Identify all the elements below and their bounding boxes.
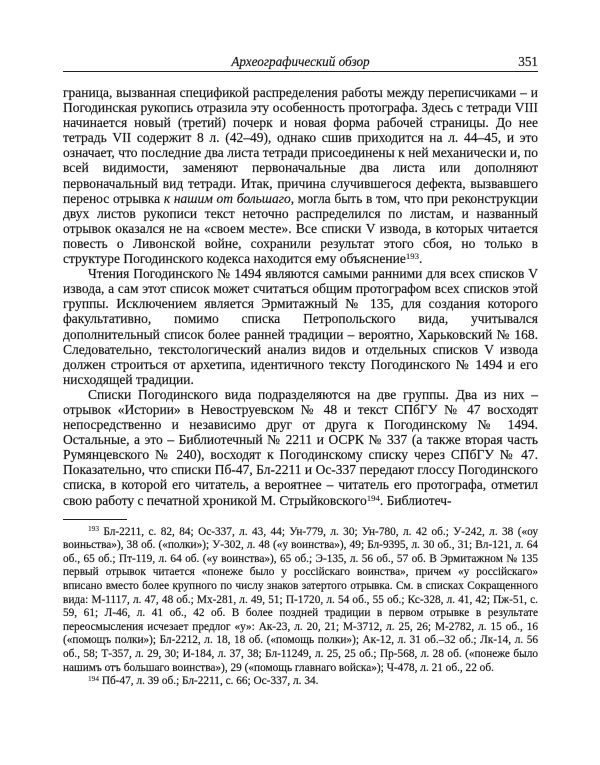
running-title: Археографический обзор [231, 54, 370, 69]
footnote [63, 526, 538, 676]
footnotes-section [63, 519, 538, 689]
page-header [63, 0, 538, 69]
text-run: граница, вызванная спецификой распределения работы между переписчиками – и Погодинская рукопись отразила эту особенность протографа. Здесь с тетради VIII начинается новый (третий) почерк и новая форма рабочей страницы. До нее тетрадь VII содержит 8 л. (42–49), однако сшив приходится на л. 44–45, и это означает, что последние два листа тетради присоединены к ней механически и, по всей видимости, заменяют первоначальные два листа или дополняют первоначальный вид тетради. Итак, причина случившегося дефекта, вызвавшего перенос отрывка [63, 85, 538, 206]
document-page [63, 0, 538, 689]
footnote-list [63, 526, 538, 689]
page-number: 351 [518, 54, 538, 69]
text-run: Чтения Погодинского № 1494 являются самыми ранними для всех списков V извода, а сам этот список может считаться общим протографом всех списков этой группы. Исключением является Эрмитажный № 135, для создания которого факультативно, помимо списка Петропольского вида, учитывался дополнительный список более ранней традиции – вероятно, Харьковский № 168. Следовательно, текстологический анализ видов и отдельных списков V извода должен строиться от архетипа, идентичного тексту Погодинского № 1494 и его нисходящей традиции. [63, 266, 538, 387]
text-run: , могла быть в том, что при реконструкции двух листов рукописи текст неточно распределился по листам, и названный отрывок оказался не на «своем месте». Все списки V извода, в которых читается повесть о Ливонской войне, сохранили результат этого сбоя, но только в структуре Погодинского кодекса находится ему объяснение [63, 190, 538, 267]
text-run: к нашим от большаго [163, 190, 291, 206]
footnote-separator [63, 519, 127, 520]
paragraph [63, 387, 538, 508]
paragraph [63, 85, 538, 266]
text-run: Бл-2211, с. 82, 84; Ос-337, л. 43, 44; Ун-779, л. 30; Ун-780, л. 42 об.; У-242, л. 38 («оу воиньства»), 38 об. («полки»); У-302, л. 48 («у воинства»), 49; Бл-9395, л. 30 об., 31; Вл-121, л. 64 об., 65 об.; Пт-119, л. 64 об. («у воинства»), 65 об.; Э-135, л. 56 об., 57 об. В Эрмитажном № 135 первый отрывок читается «понеже было у россійскаго воинства», причем «у россійскаго» вписано вместо более крупного по числу знаков затертого отрывка. См. в списках Сокращенного вида: М-1117, л. 47, 48 об.; Мх-281, л. 49, 51; П-1720, л. 54 об., 55 об.; Кс-328, л. 41, 42; Пж-51, с. 59, 61; Л-46, л. 41 об., 42 об. В более поздней традиции в первом отрывке в результате переосмысления исчезает предлог «у»: Ак-23, л. 20, 21; М-3712, л. 25, 26; М-2782, л. 15 об., 16 («помощъ полки»); Бл-2212, л. 18, 18 об. («помощь полки»); Ак-12, л. 31 об.–32 об.; Лк-14, л. 56 об., 58; Т-357, л. 29, 30; И-184, л. 37, 38; Бл-11249, л. 25, 25 об.; Пр-568, л. 28 об. («понеже было нашимъ отъ большаго воинства»), 29 («помощь главнаго войска»); Ч-478, л. 21 об., 22 об. [63, 525, 538, 674]
text-run: Пб-47, л. 39 об.; Бл-2211, с. 66; Ос-337, л. 34. [101, 675, 319, 688]
paragraph [63, 266, 538, 387]
footnote-number: 193 [88, 524, 99, 534]
footnote-ref: 194 [366, 492, 380, 503]
body-text [63, 85, 538, 508]
footnote-ref: 193 [405, 251, 419, 262]
footnote [63, 675, 538, 689]
header-rule [63, 71, 538, 72]
text-run: . [419, 251, 423, 267]
text-run: . Библиотеч- [379, 492, 452, 508]
text-run: Списки Погодинского вида подразделяются на две группы. Два из них – отрывок «Истории» в Невоструевском № 48 и текст СПбГУ № 47 восходят непосредственно и независимо друг от друга к Погодинскому № 1494. Остальные, а это – Библиотечный № 2211 и ОСРК № 337 (а также вторая часть Румянцевского № 240), восходят к Погодинскому списку через СПбГУ № 47. Показательно, что списки Пб-47, Бл-2211 и Ос-337 передают глоссу Погодинского списка, в которой его читатель, а вероятнее – читатель его протографа, отметил свою работу с печатной хроникой М. Стрыйковского [63, 386, 538, 508]
footnote-number: 194 [88, 673, 99, 683]
